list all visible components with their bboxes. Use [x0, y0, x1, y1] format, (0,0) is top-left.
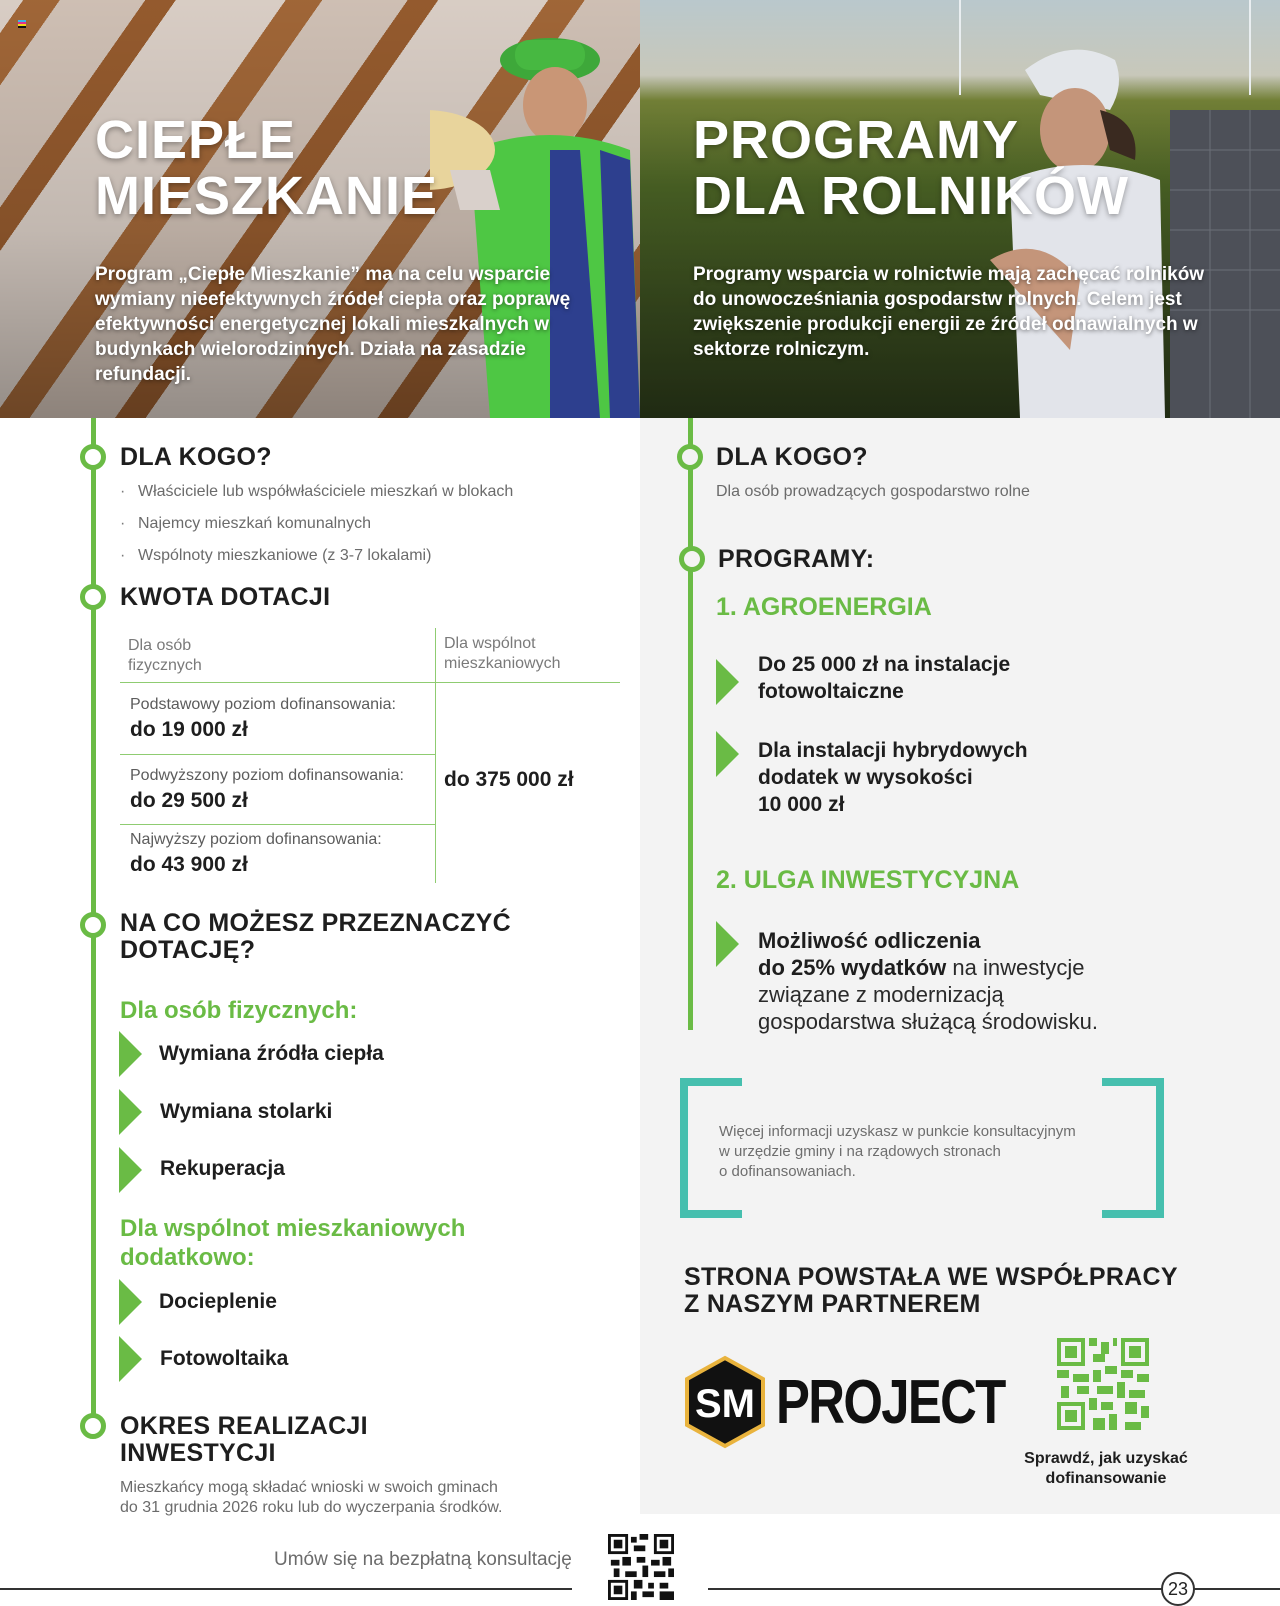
green-arrow-icon — [716, 921, 739, 967]
consultation-cta[interactable]: Umów się na bezpłatną konsultację — [274, 1549, 572, 1570]
green-arrow-icon — [119, 1147, 142, 1193]
period-text — [120, 1478, 502, 1518]
table-row-value: do 43 900 zł — [130, 853, 248, 876]
qr-caption — [1010, 1449, 1202, 1489]
section-heading-period — [120, 1413, 368, 1467]
usage-item-text: Docieplenie — [159, 1290, 277, 1313]
qr-caption-line: Sprawdź, jak uzyskać — [1024, 1450, 1188, 1467]
table-header-text: Dla osób — [128, 637, 192, 654]
timeline-line — [688, 418, 693, 1030]
hero-title-line: DLA ROLNIKÓW — [693, 166, 1129, 226]
program-item-line — [758, 954, 1098, 981]
list-item: · Właściciele lub współwłaściciele mieszkań w blokach — [120, 482, 513, 514]
hero-title — [693, 112, 1129, 224]
table-row-value: do 19 000 zł — [130, 718, 248, 741]
print-registration-mark-icon — [18, 20, 26, 28]
table-header-text: Dla wspólnot — [444, 635, 536, 652]
program-item-line: gospodarstwa służącą środowisku. — [758, 1009, 1098, 1034]
hero-title — [95, 112, 438, 224]
usage-item — [119, 1031, 384, 1077]
table-row-value: do 29 500 zł — [130, 789, 248, 812]
table-row-label: Podwyższony poziom dofinansowania: — [130, 767, 404, 784]
logo-wordmark: PROJECT — [776, 1367, 1005, 1437]
section-heading-for-whom: DLA KOGO? — [120, 443, 272, 471]
subheading-individuals: Dla osób fizycznych: — [120, 997, 358, 1024]
bracket-right-icon — [1102, 1078, 1164, 1218]
normal-text: na inwestycje — [946, 955, 1085, 980]
usage-item-text: Fotowoltaika — [160, 1347, 289, 1370]
program-title-ulga: 2. ULGA INWESTYCYJNA — [716, 866, 1020, 894]
info-line: w urzędzie gminy i na rządowych stronach — [719, 1143, 1001, 1160]
heading-line: DOTACJĘ? — [120, 936, 256, 964]
green-arrow-icon — [716, 731, 739, 777]
program-item-line: związane z modernizacją — [758, 982, 1004, 1007]
for-whom-list — [120, 482, 513, 578]
hero-title-line: PROGRAMY — [693, 110, 1020, 170]
table-row-label: Najwyższy poziom dofinansowania: — [130, 831, 382, 848]
qr-code-footer-icon[interactable] — [608, 1534, 674, 1600]
usage-item — [119, 1089, 332, 1135]
table-header-communities — [444, 634, 560, 674]
period-text-line: do 31 grudnia 2026 roku lub do wyczerpania środków. — [120, 1499, 503, 1516]
section-heading-usage — [120, 910, 511, 964]
hero-description: Program „Ciepłe Mieszkanie” ma na celu wsparcie wymiany nieefektywnych źródeł ciepła oraz poprawę efektywności energetycznej lokali mieszkalnych w budynkach wielorodzinnych. Działa na zasadzie refundacji. — [95, 264, 571, 385]
hero-title-line: CIEPŁE — [95, 110, 297, 170]
table-header-individuals — [128, 636, 202, 676]
hero-programy-dla-rolnikow — [640, 0, 1280, 418]
program-item — [716, 653, 1011, 705]
table-divider — [120, 682, 620, 683]
qr-caption-line: dofinansowanie — [1045, 1470, 1167, 1487]
list-item: · Najemcy mieszkań komunalnych — [120, 514, 513, 546]
usage-item-text: Rekuperacja — [160, 1157, 285, 1180]
subheading-line: dodatkowo: — [120, 1244, 255, 1271]
timeline-dot-icon — [80, 912, 106, 938]
green-arrow-icon — [119, 1279, 142, 1325]
program-item-line: Do 25 000 zł na instalacje — [758, 653, 1011, 676]
green-arrow-icon — [119, 1031, 142, 1077]
info-line: Więcej informacji uzyskasz w punkcie konsultacyjnym — [719, 1123, 1076, 1140]
subheading-communities — [120, 1214, 465, 1272]
table-divider — [120, 754, 435, 755]
program-item-line: Możliwość odliczenia — [758, 928, 981, 953]
program-item-line: 10 000 zł — [758, 793, 845, 816]
section-heading-programs: PROGRAMY: — [718, 545, 875, 573]
usage-item — [119, 1279, 277, 1325]
heading-line: Z NASZYM PARTNEREM — [684, 1290, 981, 1318]
community-amount-value: do 375 000 zł — [444, 768, 574, 791]
for-whom-text: Dla osób prowadzących gospodarstwo rolne — [716, 483, 1030, 500]
sm-project-logo[interactable] — [684, 1354, 1005, 1450]
timeline-dot-icon — [80, 584, 106, 610]
subheading-line: Dla wspólnot mieszkaniowych — [120, 1215, 466, 1242]
section-heading-amount: KWOTA DOTACJI — [120, 583, 331, 611]
info-box-text — [719, 1122, 1076, 1182]
hero-description: Programy wsparcia w rolnictwie mają zachęcać rolników do unowocześniania gospodarstw rolnych. Celem jest zwiększenie produkcji energii ze źródeł odnawialnych w sektorze rolniczym. — [693, 264, 1205, 360]
heading-line: NA CO MOŻESZ PRZEZNACZYĆ — [120, 909, 511, 937]
program-item-text — [758, 651, 1010, 705]
footer-rule — [0, 1588, 572, 1590]
timeline-dot-icon — [677, 444, 703, 470]
info-line: o dofinansowaniach. — [719, 1163, 856, 1180]
page-number-badge: 23 — [1161, 1572, 1195, 1606]
sm-hexagon-logo-icon — [684, 1355, 766, 1449]
table-divider — [120, 824, 435, 825]
heading-line: INWESTYCJI — [120, 1439, 276, 1467]
program-title-agroenergia: 1. AGROENERGIA — [716, 593, 932, 621]
list-item: · Wspólnoty mieszkaniowe (z 3-7 lokalami) — [120, 546, 513, 578]
usage-item — [119, 1147, 285, 1193]
program-item-line: fotowoltaiczne — [758, 680, 904, 703]
timeline-dot-icon — [80, 1413, 106, 1439]
qr-code-green-icon[interactable] — [1057, 1338, 1149, 1430]
table-divider — [435, 628, 436, 883]
hero-title-line: MIESZKANIE — [95, 166, 439, 226]
table-row-label: Podstawowy poziom dofinansowania: — [130, 696, 396, 713]
usage-item-text: Wymiana źródła ciepła — [159, 1042, 384, 1065]
table-header-text: mieszkaniowych — [444, 655, 561, 672]
green-arrow-icon — [119, 1336, 142, 1382]
period-text-line: Mieszkańcy mogą składać wnioski w swoich gminach — [120, 1479, 498, 1496]
program-item — [716, 731, 1028, 818]
timeline-dot-icon — [679, 546, 705, 572]
hero-cieple-mieszkanie — [0, 0, 640, 418]
bold-text: do 25% wydatków — [758, 955, 947, 980]
table-header-text: fizycznych — [128, 657, 202, 674]
partner-heading — [684, 1264, 1178, 1318]
program-item-text — [758, 927, 1098, 1035]
program-item-line: Dla instalacji hybrydowych — [758, 739, 1028, 762]
usage-item-text: Wymiana stolarki — [160, 1100, 333, 1123]
green-arrow-icon — [716, 659, 739, 705]
usage-item — [119, 1336, 288, 1382]
heading-line: OKRES REALIZACJI — [120, 1412, 368, 1440]
subsidy-amount-table — [120, 628, 620, 883]
heading-line: STRONA POWSTAŁA WE WSPÓŁPRACY — [684, 1263, 1178, 1291]
program-item-line: dodatek w wysokości — [758, 766, 973, 789]
green-arrow-icon — [119, 1089, 142, 1135]
section-heading-for-whom: DLA KOGO? — [716, 443, 868, 471]
timeline-dot-icon — [80, 444, 106, 470]
logo-mark-text: SM — [695, 1382, 755, 1426]
program-item — [716, 921, 1098, 1035]
program-item-text — [758, 737, 1028, 818]
